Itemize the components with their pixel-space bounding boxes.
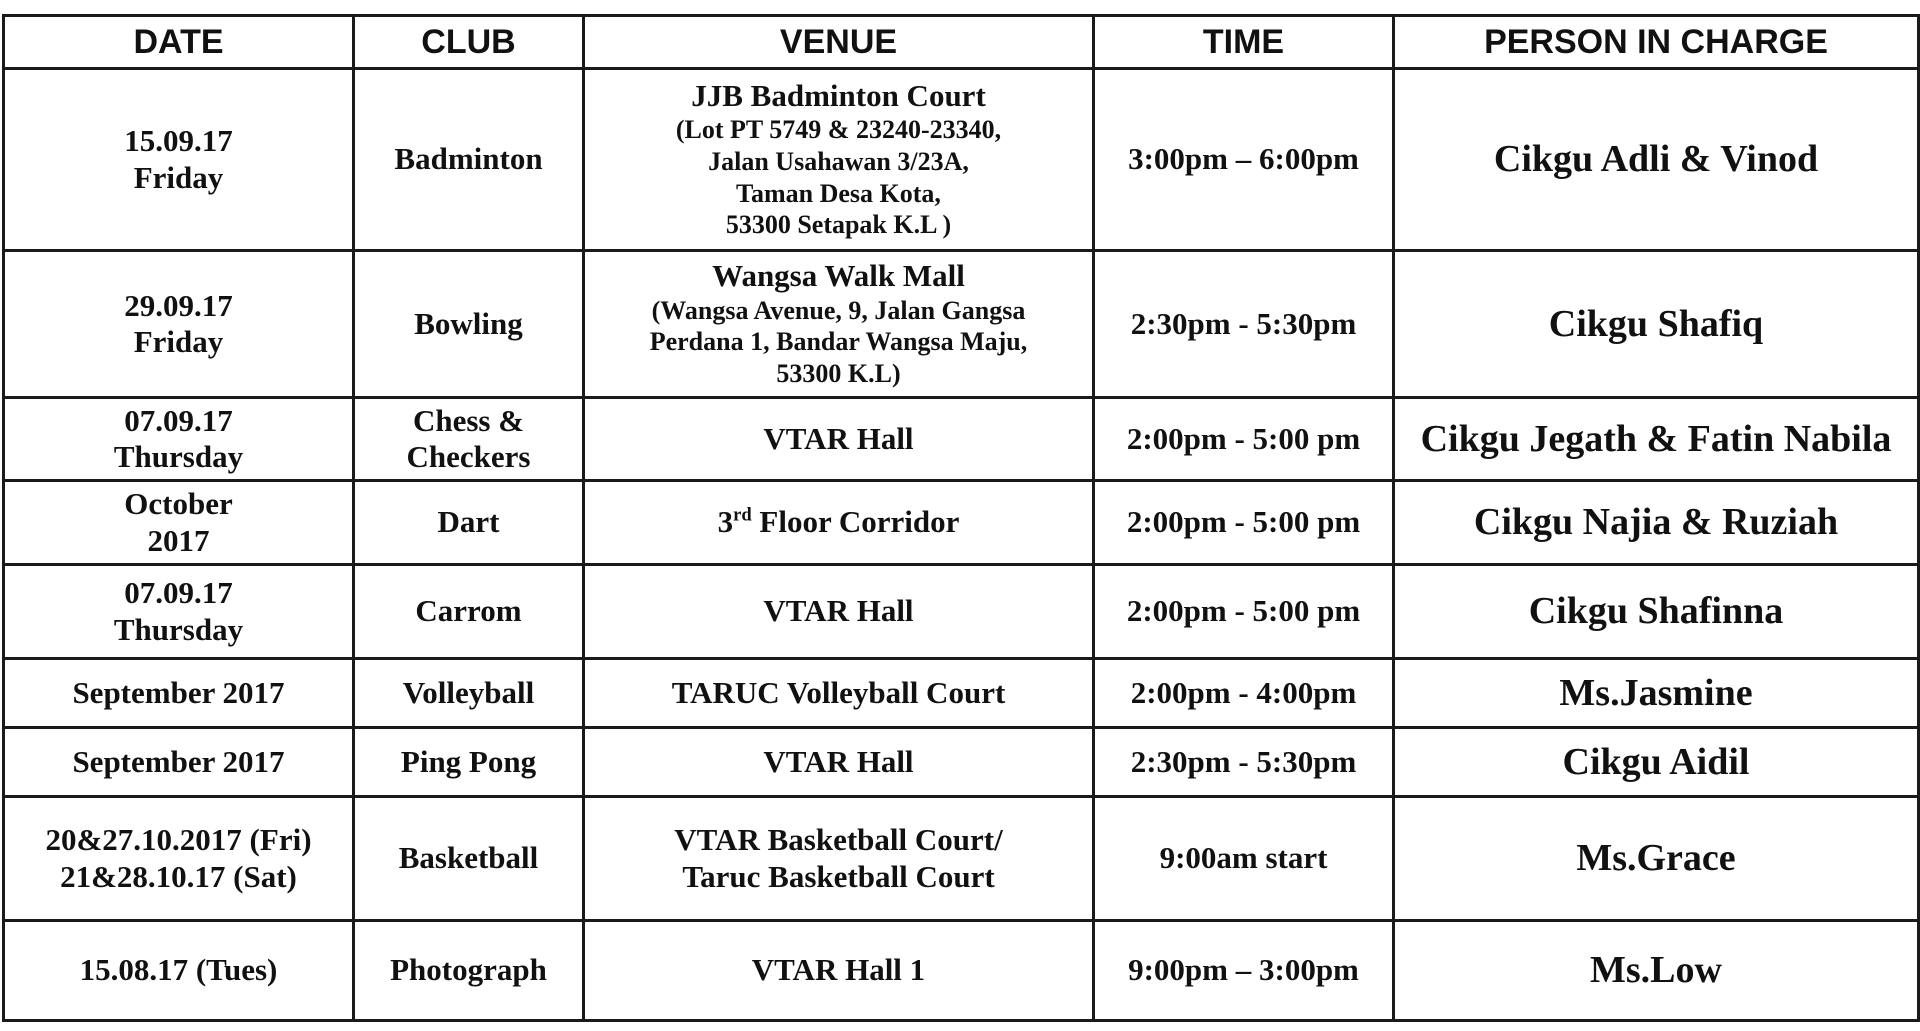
date-cell [4, 565, 354, 659]
club-cell: Photograph [354, 921, 584, 1021]
table-row [4, 659, 1919, 728]
date-cell [4, 251, 354, 398]
date-line: 07.09.17 [124, 575, 233, 611]
venue-cell [584, 797, 1094, 921]
table-row [4, 251, 1919, 398]
header-time: TIME [1094, 16, 1394, 69]
club-cell: Basketball [354, 797, 584, 921]
person-in-charge-cell: Cikgu Shafiq [1394, 251, 1919, 398]
venue-cell [584, 481, 1094, 565]
club-cell [354, 398, 584, 481]
person-in-charge-cell: Cikgu Adli & Vinod [1394, 69, 1919, 251]
venue-address-line: 53300 K.L) [776, 358, 901, 388]
date-line: 20&27.10.2017 (Fri) [45, 822, 312, 858]
venue-cell: VTAR Hall [584, 398, 1094, 481]
person-in-charge-cell: Cikgu Jegath & Fatin Nabila [1394, 398, 1919, 481]
venue-cell: TARUC Volleyball Court [584, 659, 1094, 728]
venue-address-line: (Lot PT 5749 & 23240-23340, [675, 115, 1002, 145]
time-cell: 2:00pm - 5:00 pm [1094, 398, 1394, 481]
date-line: 15.09.17 [124, 123, 233, 159]
header-venue: VENUE [584, 16, 1094, 69]
header-date: DATE [4, 16, 354, 69]
club-line: Checkers [406, 439, 531, 474]
venue-address-line: 53300 Setapak K.L ) [725, 210, 952, 240]
club-cell: Badminton [354, 69, 584, 251]
club-cell: Carrom [354, 565, 584, 659]
time-cell: 2:00pm - 5:00 pm [1094, 481, 1394, 565]
time-cell: 2:30pm - 5:30pm [1094, 251, 1394, 398]
club-cell: Volleyball [354, 659, 584, 728]
time-cell: 3:00pm – 6:00pm [1094, 69, 1394, 251]
table-row [4, 565, 1919, 659]
day-line: Friday [133, 324, 224, 359]
date-line: October [124, 486, 233, 522]
venue-cell [584, 69, 1094, 251]
date-cell: September 2017 [4, 728, 354, 797]
date-cell [4, 797, 354, 921]
table-row [4, 921, 1919, 1021]
time-cell: 9:00am start [1094, 797, 1394, 921]
day-line: Thursday [113, 439, 244, 474]
person-in-charge-cell: Cikgu Shafinna [1394, 565, 1919, 659]
time-cell: 2:00pm - 5:00 pm [1094, 565, 1394, 659]
person-in-charge-cell: Ms.Jasmine [1394, 659, 1919, 728]
venue-address-line: Taman Desa Kota, [736, 178, 941, 208]
table-row [4, 398, 1919, 481]
club-schedule-table [2, 14, 1920, 1022]
table-row [4, 728, 1919, 797]
day-line: Friday [133, 159, 224, 195]
header-club: CLUB [354, 16, 584, 69]
person-in-charge-cell: Cikgu Aidil [1394, 728, 1919, 797]
date-cell: September 2017 [4, 659, 354, 728]
venue-address-line: Jalan Usahawan 3/23A, [708, 146, 969, 176]
venue-cell [584, 251, 1094, 398]
venue-cell: VTAR Hall [584, 565, 1094, 659]
club-cell: Bowling [354, 251, 584, 398]
venue-name: Floor Corridor [751, 504, 960, 540]
day-line: Thursday [113, 611, 244, 647]
date-cell [4, 481, 354, 565]
venue-name: JJB Badminton Court [691, 77, 986, 113]
date-cell [4, 69, 354, 251]
venue-cell: VTAR Hall [584, 728, 1094, 797]
venue-name: VTAR Basketball Court/ [674, 822, 1003, 858]
venue-floor-ordinal: rd [733, 505, 752, 527]
table-row [4, 481, 1919, 565]
club-cell: Dart [354, 481, 584, 565]
club-line: Chess & [412, 402, 525, 438]
time-cell: 2:30pm - 5:30pm [1094, 728, 1394, 797]
header-row [4, 16, 1919, 69]
venue-cell: VTAR Hall 1 [584, 921, 1094, 1021]
day-line: 2017 [147, 522, 210, 558]
table-row [4, 797, 1919, 921]
person-in-charge-cell: Ms.Grace [1394, 797, 1919, 921]
date-line: 07.09.17 [124, 402, 233, 438]
person-in-charge-cell: Cikgu Najia & Ruziah [1394, 481, 1919, 565]
venue-address-line: (Wangsa Avenue, 9, Jalan Gangsa [651, 295, 1026, 325]
date-cell: 15.08.17 (Tues) [4, 921, 354, 1021]
header-person-in-charge: PERSON IN CHARGE [1394, 16, 1919, 69]
venue-floor-number: 3 [717, 504, 734, 540]
time-cell: 9:00pm – 3:00pm [1094, 921, 1394, 1021]
table-row [4, 69, 1919, 251]
club-cell: Ping Pong [354, 728, 584, 797]
time-cell: 2:00pm - 4:00pm [1094, 659, 1394, 728]
venue-name: Taruc Basketball Court [682, 858, 995, 894]
venue-name: Wangsa Walk Mall [712, 258, 965, 294]
person-in-charge-cell: Ms.Low [1394, 921, 1919, 1021]
date-cell [4, 398, 354, 481]
venue-address-line: Perdana 1, Bandar Wangsa Maju, [649, 327, 1028, 357]
date-line: 21&28.10.17 (Sat) [60, 858, 297, 894]
date-line: 29.09.17 [124, 287, 233, 323]
